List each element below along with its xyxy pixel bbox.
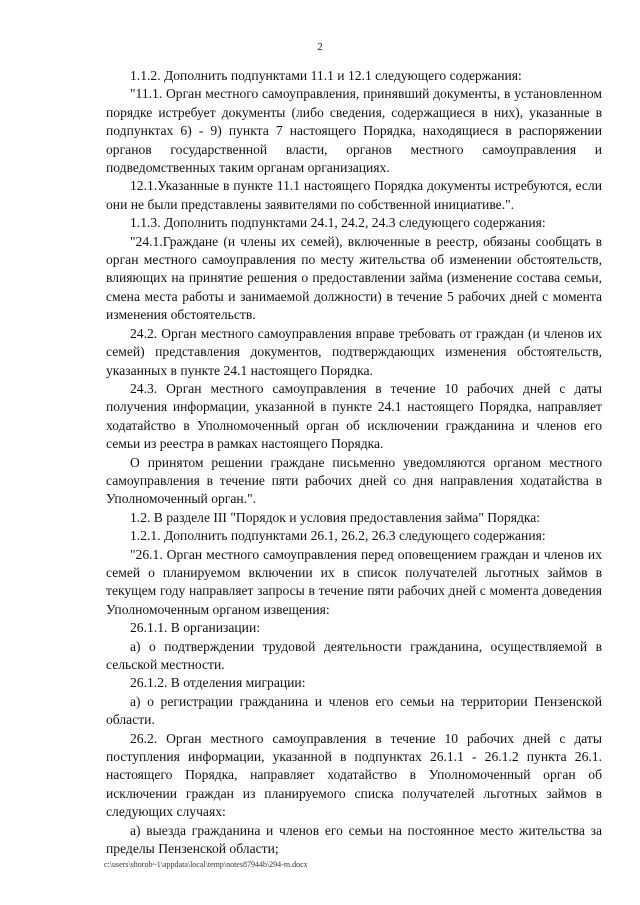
paragraph-26-2-a: а) выезда гражданина и членов его семьи на постоянное место жительства за пределы Пензенской области; <box>106 822 602 857</box>
paragraph-26-1-1: 26.1.1. В организации: <box>130 620 261 636</box>
paragraph-26-1-2-a: а) о регистрации гражданина и членов его семьи на территории Пензенской области. <box>106 693 602 728</box>
paragraph-1-2-1: 1.2.1. Дополнить подпунктами 26.1, 26.2, 26.3 следующего содержания: <box>130 528 546 544</box>
paragraph-26-1-2: 26.1.2. В отделения миграции: <box>130 675 306 691</box>
paragraph-notification: О принятом решении граждане письменно уведомляются органом местного самоуправления в течение пяти рабочих дней со дня направления ходатайства в Уполномоченный орган.". <box>106 454 602 507</box>
paragraph-26-1: "26.1. Орган местного самоуправления перед оповещением граждан и членов их семей о планируемом включении их в список получателей льготных займов в текущем году направляет запросы в течение пяти рабочих дней с момента доведения Уполномоченным органом извещения: <box>106 546 602 617</box>
footer-file-path: c:\users\shorob~1\appdata\local\temp\notes87944b\294-m.docx <box>104 860 308 869</box>
paragraph-12-1: 12.1.Указанные в пункте 11.1 настоящего Порядка документы истребуются, если они не были представлены заявителями по собственной инициативе.". <box>106 178 602 212</box>
paragraph-11-1: "11.1. Орган местного самоуправления, принявший документы, в установленном порядке истребует документы (либо сведения, содержащиеся в них), указанные в подпунктах 6) - 9) пункта 7 настоящего Порядка, находящиеся в распоряжении органов государственной власти, органов местного самоуправления и подведомственных таким органам организациях. <box>106 86 602 176</box>
paragraph-26-2: 26.2. Орган местного самоуправления в течение 10 рабочих дней с даты поступления информации, указанной в подпунктах 26.1.1 - 26.1.2 пункта 26.1. настоящего Порядка, направляет ходатайство в Уполномоченный орган об исключении граждан из планируемого списка получателей льготных займов в следующих случаях: <box>106 730 602 820</box>
paragraph-24-3: 24.3. Орган местного самоуправления в течение 10 рабочих дней с даты получения информации, указанной в пункте 24.1 настоящего Порядка, направляет ходатайство в Уполномоченный орган об исключении гражданина и членов его семьи из реестра в рамках настоящего Порядка. <box>106 380 602 452</box>
paragraph-1-1-2: 1.1.2. Дополнить подпунктами 11.1 и 12.1 следующего содержания: <box>130 68 522 83</box>
paragraph-24-1: "24.1.Граждане (и члены их семей), включенные в реестр, обязаны сообщать в орган местного самоуправления по месту жительства об изменении обстоятельств, влияющих на принятие решения о предоставлении займа (изменение состава семьи, смена места работы и занимаемой должности) в течение 5 рабочих дней с момента изменения обстоятельств. <box>106 233 602 323</box>
document-body <box>106 67 602 858</box>
page-number: 2 <box>317 41 323 53</box>
paragraph-24-2: 24.2. Орган местного самоуправления вправе требовать от граждан (и членов их семей) представления документов, подтверждающих изменения обстоятельств, указанных в пункте 24.1 настоящего Порядка. <box>106 325 602 378</box>
paragraph-1-2: 1.2. В разделе III "Порядок и условия предоставления займа" Порядка: <box>130 509 541 525</box>
paragraph-26-1-1-a: а) о подтверждении трудовой деятельности гражданина, осуществляемой в сельской местности. <box>106 638 602 672</box>
paragraph-1-1-3: 1.1.3. Дополнить подпунктами 24.1, 24.2, 24.3 следующего содержания: <box>130 215 546 231</box>
